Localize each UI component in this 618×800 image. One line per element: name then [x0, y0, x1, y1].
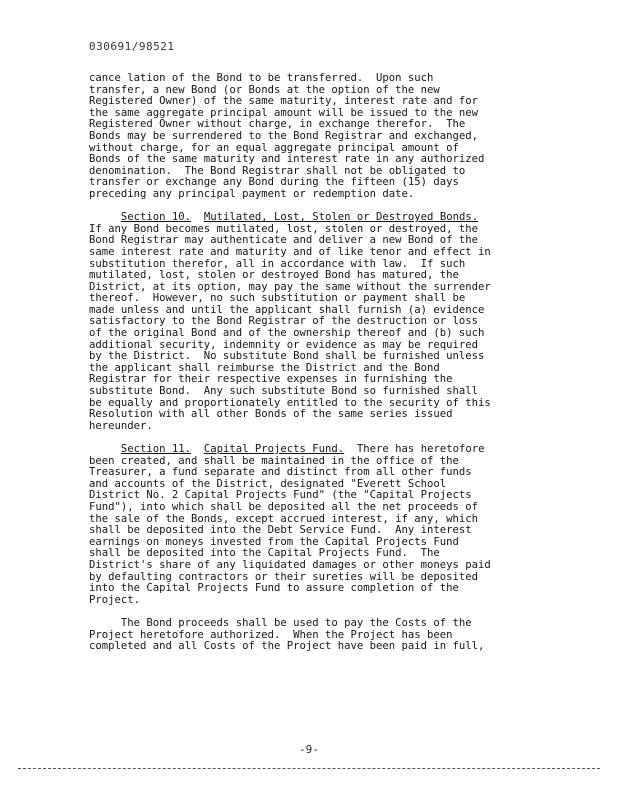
text-line: thereof. However, no such substitution or payment shall be [89, 292, 466, 305]
text-line: District's share of any liquidated damages or other moneys paid [89, 558, 491, 571]
text-line: Registrar for their respective expenses in furnishing the [89, 373, 453, 386]
text-line: The Bond proceeds shall be used to pay the Costs of the [89, 616, 472, 629]
text-line: hereunder. [89, 419, 153, 432]
text-line: completed and all Costs of the Project have been paid in full, [89, 640, 485, 653]
continuation-paragraph [89, 73, 519, 201]
text-line: If any Bond becomes mutilated, lost, stolen or destroyed, the [89, 222, 479, 235]
document-id: 030691/98521 [89, 40, 175, 53]
text-line: Bond Registrar may authenticate and deliver a new Bond of the [89, 234, 479, 247]
indent [89, 211, 121, 223]
text-line: preceding any principal payment or redemption date. [89, 187, 415, 200]
text-line: by the District. No substitute Bond shall be furnished unless [89, 350, 485, 363]
final-paragraph [89, 618, 519, 653]
text-line: Bonds of the same maturity and interest rate in any authorized [89, 153, 485, 166]
document-body [89, 73, 519, 653]
text-line: District No. 2 Capital Projects Fund" (the "Capital Projects [89, 489, 472, 502]
section-number: Section 10. [120, 211, 192, 224]
text-line: into the Capital Projects Fund to assure completion of the [89, 582, 459, 595]
text-line: and accounts of the District, designated "Everett School [89, 477, 447, 490]
text-line: without charge, for an equal aggregate principal amount of [89, 141, 459, 154]
section-heading [89, 444, 519, 456]
text-line: Bonds may be surrendered to the Bond Registrar and exchanged, [89, 129, 479, 142]
section-number: Section 11. [120, 443, 192, 455]
text-line: same interest rate and maturity and of like tenor and effect in [89, 245, 491, 258]
section-10 [89, 212, 519, 432]
text-line: Registered Owner without charge, in exchange therefor. The [89, 118, 466, 131]
text-line: the applicant shall reimburse the District and the Bond [89, 361, 440, 374]
text-line: transfer, a new Bond (or Bonds at the option of the new [89, 83, 440, 96]
text-line: the same aggregate principal amount will be issued to the new [89, 106, 479, 119]
text-line: mutilated, lost, stolen or destroyed Bond has matured, the [89, 269, 459, 282]
text-line: be equally and proportionately entitled to the security of this [89, 396, 491, 409]
section-heading [89, 212, 519, 224]
text-line: District, at its option, may pay the same without the surrender [89, 280, 491, 293]
text-line: the sale of the Bonds, except accrued interest, if any, which [89, 512, 479, 525]
text-line: by defaulting contractors or their sureties will be deposited [89, 570, 479, 583]
scan-artifact-line [18, 768, 600, 770]
text-line: earnings on moneys invested from the Capital Projects Fund [89, 535, 459, 548]
section-body [89, 456, 519, 607]
text-line: substitute Bond. Any such substitute Bond so furnished shall [89, 385, 479, 398]
text-line: shall be deposited into the Capital Projects Fund. The [89, 547, 440, 560]
text-line: transfer or exchange any Bond during the fifteen (15) days [89, 176, 459, 189]
text-line: Fund"), into which shall be deposited all the net proceeds of [89, 500, 479, 513]
indent [89, 443, 121, 455]
text-line: of the original Bond and of the ownership thereof and (b) such [89, 327, 485, 340]
text-line: Resolution with all other Bonds of the same series issued [89, 408, 453, 421]
text-line: denomination. The Bond Registrar shall not be obligated to [89, 164, 466, 177]
section-first-line-rest: There has heretofore [344, 443, 485, 455]
section-body [89, 224, 519, 433]
text-line: Treasurer, a fund separate and distinct from all other funds [89, 466, 472, 479]
text-line: Project heretofore authorized. When the Project has been [89, 628, 453, 641]
text-line: made unless and until the applicant shall furnish (a) evidence [89, 303, 485, 316]
text-line: Registered Owner) of the same maturity, interest rate and for [89, 95, 479, 108]
text-line: Project. [89, 593, 141, 606]
text-line: shall be deposited into the Debt Service Fund. Any interest [89, 524, 472, 537]
section-title: Mutilated, Lost, Stolen or Destroyed Bonds. [203, 211, 479, 224]
section-title: Capital Projects Fund. [203, 443, 345, 455]
text-line: substitution therefor, all in accordance with law. If such [89, 257, 466, 270]
text-line: satisfactory to the Bond Registrar of the destruction or loss [89, 315, 479, 328]
text-line: been created, and shall be maintained in the office of the [89, 454, 459, 467]
section-11 [89, 444, 519, 606]
text-line: additional security, indemnity or evidence as may be required [89, 338, 479, 351]
page-number: -9- [299, 743, 319, 756]
text-line: cance lation of the Bond to be transferred. Upon such [89, 72, 434, 84]
